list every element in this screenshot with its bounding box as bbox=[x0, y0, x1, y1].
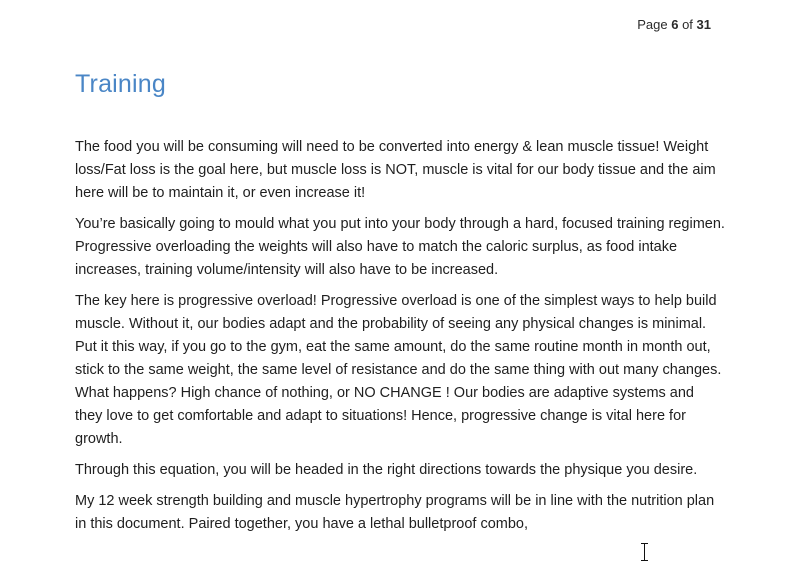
page-number bbox=[637, 17, 711, 32]
page-label: Page bbox=[637, 17, 668, 32]
page-of-label: of bbox=[682, 17, 693, 32]
paragraph-1: The food you will be consuming will need to be converted into energy & lean muscle tissue! Weight loss/Fat loss is the goal here, but muscle loss is NOT, muscle is vital for our body tissue and the aim here will be to maintain it, or even increase it! bbox=[75, 139, 716, 201]
paragraph-3: The key here is progressive overload! Progressive overload is one of the simplest ways to help build muscle. Without it, our bodies adapt and the probability of seeing any physical changes is minimal. Put it this way, if you go to the gym, eat the same amount, do the same routine month in month out, stick to the same weight, the same level of resistance and do the same thing with out many changes. What happens? High chance of nothing, or NO CHANGE ! Our bodies are adaptive systems and they love to get comfortable and adapt to situations! Hence, progressive change is vital here for growth. bbox=[75, 293, 722, 447]
current-page: 6 bbox=[671, 17, 679, 32]
section-title: Training bbox=[75, 70, 166, 98]
body-text bbox=[75, 136, 725, 544]
total-pages: 31 bbox=[696, 17, 711, 32]
text-cursor-icon bbox=[641, 543, 648, 561]
paragraph-2: You’re basically going to mould what you put into your body through a hard, focused training regimen. Progressive overloading the weights will also have to match the caloric surplus, as food intake increases, training volume/intensity will also have to be increased. bbox=[75, 216, 725, 278]
paragraph-4: Through this equation, you will be headed in the right directions towards the physique you desire. bbox=[75, 462, 698, 478]
paragraph-5: My 12 week strength building and muscle hypertrophy programs will be in line with the nutrition plan in this document. Paired together, you have a lethal bulletproof combo, bbox=[75, 493, 715, 532]
